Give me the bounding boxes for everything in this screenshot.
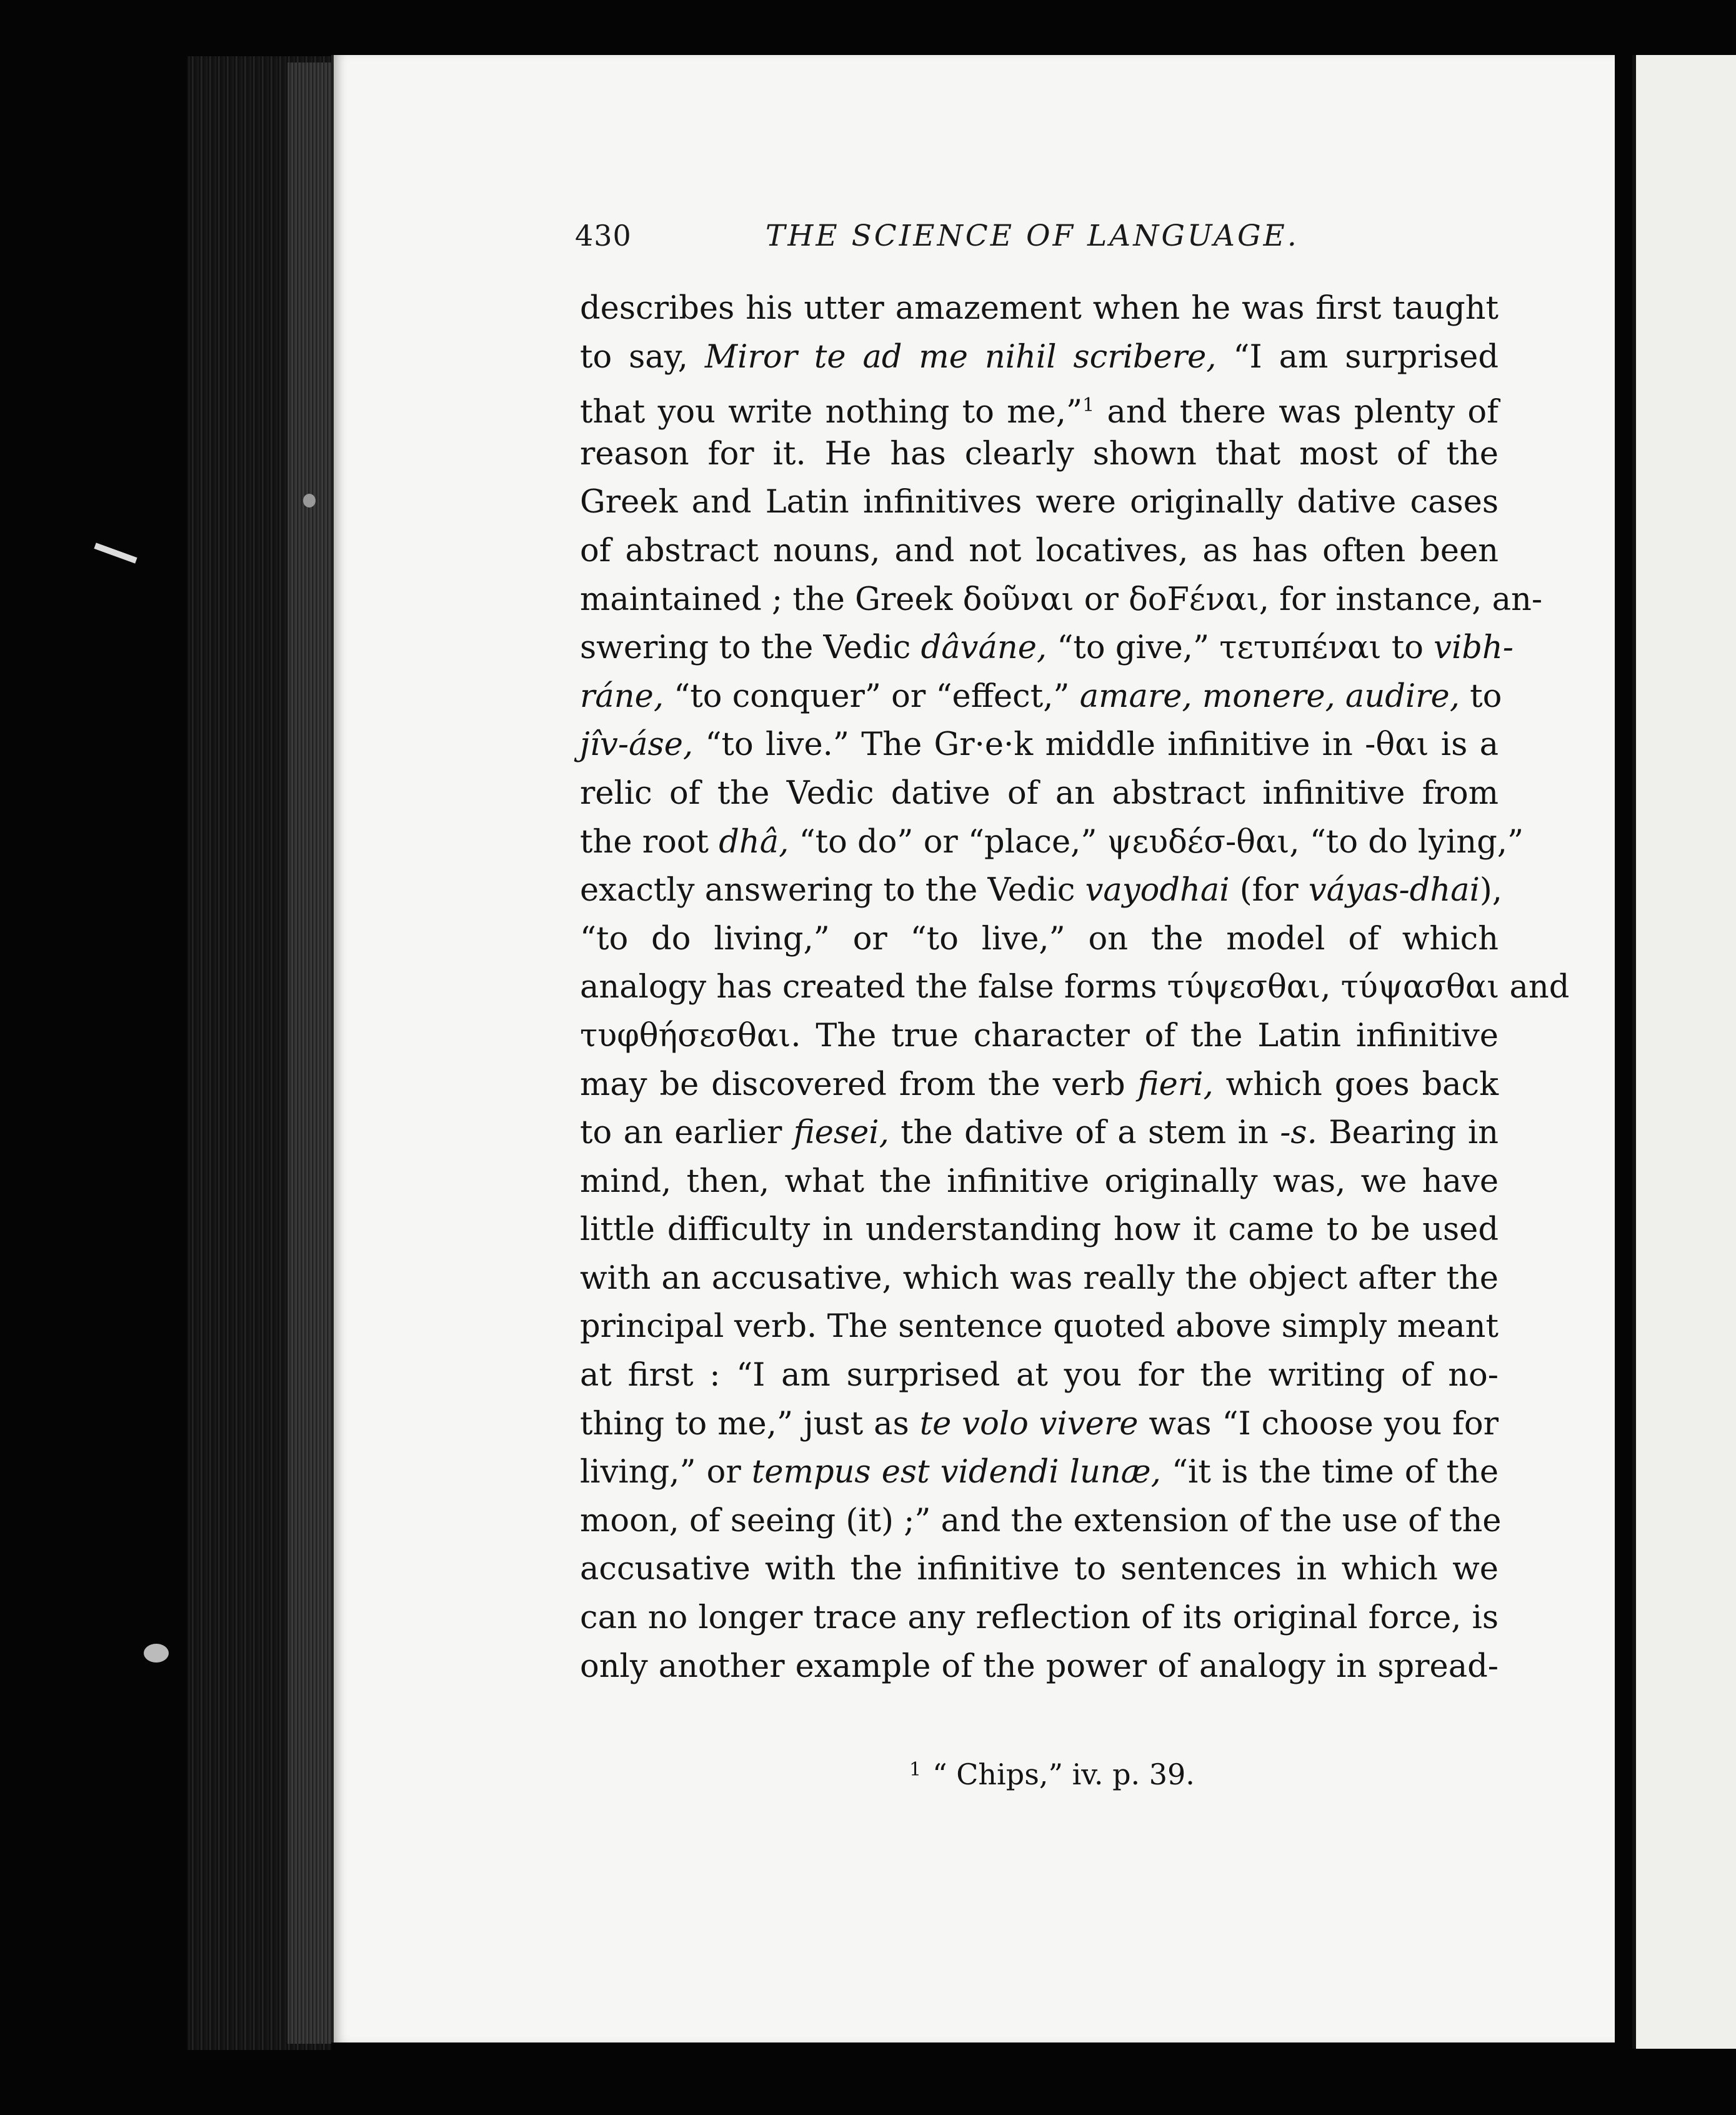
text-run: to an earlier [580,1114,794,1152]
text-line [580,624,1514,672]
running-head [575,219,1319,262]
italic-text: vibh- [1434,629,1514,667]
text-run: accusative with the infinitive to sentences in which we [580,1551,1499,1588]
page-number: 430 [575,219,632,252]
text-run: with an accusative, which was really the object after the [580,1259,1499,1297]
text-run: “it is the time of the [1160,1454,1499,1491]
italic-text: jîv-áse, [580,726,694,764]
text-run: analogy has created the false forms τύψεσθαι, τύψασθαι and [580,969,1570,1006]
text-run: “to give,” τετυπέναι to [1047,629,1434,667]
footnote [909,1758,1195,1791]
text-line [580,284,1499,333]
text-run: was “I choose you for [1138,1405,1499,1442]
text-line [580,1109,1499,1158]
text-run: moon, of seeing (it) ;” and the extension of the use of the [580,1502,1502,1539]
italic-text: te volo vivere [919,1405,1139,1442]
text-run: (for [1229,872,1309,909]
text-line [580,1158,1499,1206]
text-run: Greek and Latin infinitives were originally dative cases [580,484,1499,521]
italic-text: Miror te ad me nihil scribere, [704,338,1217,376]
footnote-text: “ Chips,” iv. p. 39. [932,1758,1195,1791]
italic-text: amare, monere, audire, [1079,678,1460,715]
text-run: principal verb. The sentence quoted above simply meant [580,1308,1499,1346]
footnote-reference: 1 [1082,394,1095,417]
text-line [580,1545,1499,1594]
text-line [580,1061,1499,1109]
text-run: and there was plenty of [1094,394,1499,431]
text-run: “to conquer” or “effect,” [664,678,1080,715]
text-line [580,1594,1499,1642]
text-run: of abstract nouns, and not locatives, as has often been [580,532,1499,569]
italic-text: dhâ, [719,823,789,861]
text-run: reason for it. He has clearly shown that most of the [580,435,1499,472]
text-line [580,1448,1499,1497]
text-line [580,1302,1499,1351]
text-line [580,1642,1499,1691]
text-run: that you write nothing to me,” [580,394,1083,431]
text-line [580,769,1499,818]
text-line [580,333,1499,382]
text-run: living,” or [580,1454,752,1491]
text-run: “to do living,” or “to live,” on the model of which [580,920,1499,958]
text-run: the root [580,823,719,861]
text-run: may be discovered from the verb [580,1066,1138,1103]
facing-page-edge [1632,55,1736,2049]
footnote-marker: 1 [909,1759,922,1781]
text-run: “I am surprised [1216,338,1499,376]
text-line [580,1254,1499,1303]
running-head-title: THE SCIENCE OF LANGUAGE. [766,219,1299,253]
text-line [580,576,1543,624]
text-line [580,1400,1499,1449]
text-run: which goes back [1213,1066,1499,1103]
italic-text: fieri, [1137,1066,1214,1103]
book-page-edges-inner [287,62,331,2044]
italic-text: dâváne, [920,629,1047,667]
text-run: only another example of the power of analogy in spread- [580,1648,1499,1685]
italic-text: fiesei, [793,1114,889,1152]
text-run: “to live.” The Gr·e·k middle infinitive in -θαι is a [693,726,1499,764]
text-run: swering to the Vedic [580,629,921,667]
text-run: mind, then, what the infinitive originally was, we have [580,1162,1499,1200]
text-line [580,478,1499,527]
text-run: little difficulty in understanding how it came to be used [580,1211,1499,1249]
text-run: to [1459,678,1502,715]
text-line [580,527,1499,576]
italic-text: ráne, [580,678,664,715]
text-run: τυφθήσεσθαι. The true character of the Latin infinitive [580,1017,1499,1054]
italic-text: váyas-dhai [1308,872,1480,909]
italic-text: -s. [1280,1114,1317,1152]
text-run: the dative of a stem in [889,1114,1280,1152]
text-run: exactly answering to the Vedic [580,872,1085,909]
scan-speck [144,1644,169,1662]
text-run: ), [1479,872,1503,909]
scan-speck [94,542,137,563]
text-line [580,818,1524,867]
scan-speck [303,494,316,508]
text-run: “to do” or “place,” ψευδέσ-θαι, “to do lying,” [789,823,1524,861]
text-run: at first : “I am surprised at you for the writing of no- [580,1357,1499,1394]
text-line [580,721,1499,769]
body-text [580,284,1570,1691]
text-line [580,963,1570,1012]
text-line [580,1351,1499,1400]
text-line [580,1012,1499,1061]
text-run: describes his utter amazement when he was first taught [580,290,1499,327]
text-line [580,1497,1502,1546]
text-run: Bearing in [1317,1114,1499,1152]
text-line [580,1206,1499,1254]
text-line [580,915,1499,964]
text-line [580,430,1499,479]
italic-text: tempus est videndi lunæ, [751,1454,1161,1491]
text-run: thing to me,” just as [580,1405,920,1442]
text-run: can no longer trace any reflection of its original force, is [580,1599,1499,1637]
italic-text: vayodhai [1085,872,1230,909]
text-line [580,672,1502,721]
text-line [580,381,1499,430]
text-run: maintained ; the Greek δοῦναι or δοFέναι, for instance, an- [580,581,1543,618]
text-run: to say, [580,338,705,376]
text-run: relic of the Vedic dative of an abstract infinitive from [580,774,1499,812]
text-line [580,866,1503,915]
